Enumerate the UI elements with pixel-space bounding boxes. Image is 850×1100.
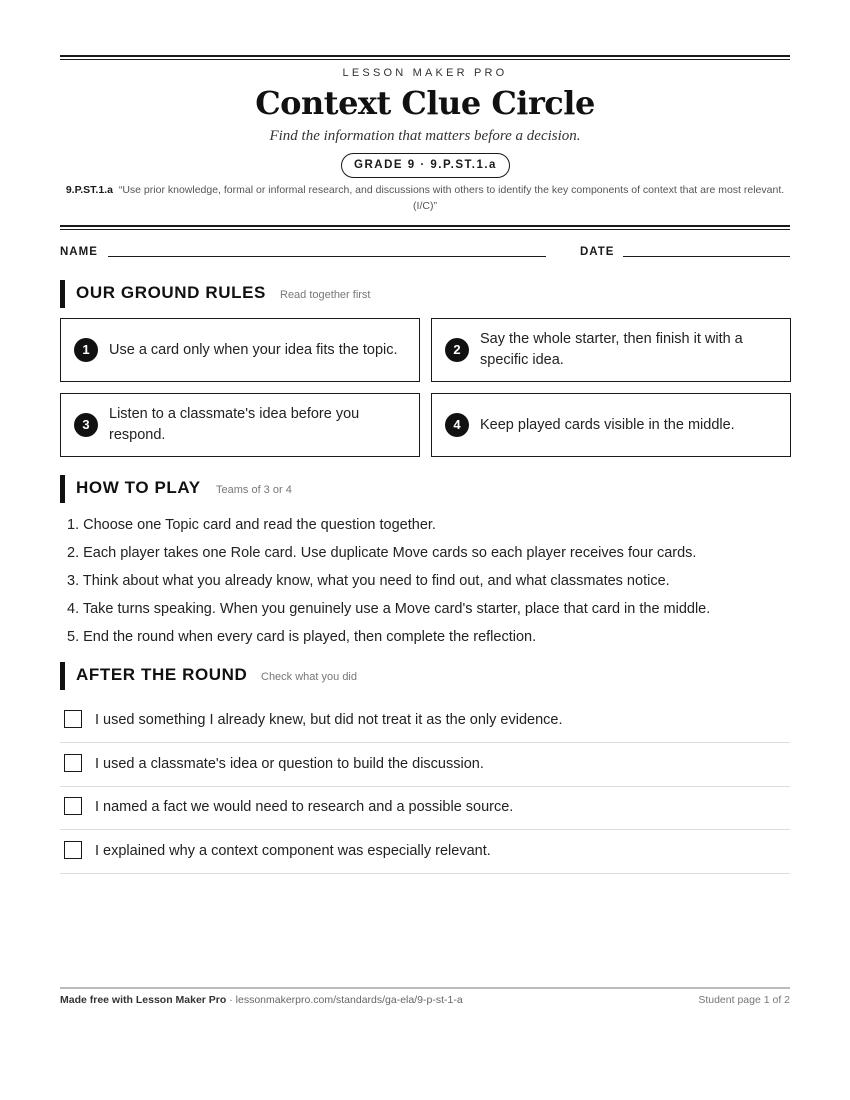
section-note: Check what you did: [261, 671, 357, 683]
checklist-item: [60, 743, 790, 787]
name-field[interactable]: [108, 256, 546, 257]
rule-number-badge: 2: [445, 338, 469, 362]
standard-code: 9.P.ST.1.a: [65, 184, 113, 196]
instruction-step: 1. Choose one Topic card and read the question together.: [67, 517, 436, 533]
ground-rule-card: [431, 318, 791, 382]
name-label: NAME: [60, 246, 98, 258]
reflection-checkbox[interactable]: [64, 797, 82, 815]
page-subtitle: Find the information that matters before a decision.: [269, 128, 581, 144]
instruction-step: 2. Each player takes one Role card. Use duplicate Move cards so each player receives four cards.: [67, 545, 697, 561]
checklist-item: [60, 786, 790, 830]
checklist-text: I named a fact we would need to research and a possible source.: [95, 799, 514, 815]
rule-text: Say the whole starter, then finish it with a specific idea.: [480, 331, 743, 368]
ground-rule-card: [60, 318, 420, 382]
reflection-checkbox[interactable]: [64, 710, 82, 728]
brand-name: LESSON MAKER PRO: [342, 67, 508, 79]
section-title: OUR GROUND RULES: [76, 283, 266, 302]
date-field[interactable]: [623, 256, 790, 257]
rule-number-badge: 4: [445, 413, 469, 437]
instruction-step: 3. Think about what you already know, what you need to find out, and what classmates notice.: [67, 573, 670, 589]
worksheet-page: [60, 0, 790, 1100]
footer-url[interactable]: · lessonmakerpro.com/standards/ga-ela/9-p-st-1-a: [226, 994, 463, 1006]
footer-divider: [60, 987, 790, 989]
top-divider: [60, 55, 790, 57]
ground-rule-card: [431, 393, 791, 457]
standard-description: [60, 182, 790, 214]
checklist-item: [60, 830, 790, 874]
reflection-checkbox[interactable]: [64, 754, 82, 772]
section-note: Read together first: [280, 289, 371, 301]
rule-text: Listen to a classmate's idea before you respond.: [109, 406, 360, 443]
section-marker: [60, 280, 65, 308]
section-title: HOW TO PLAY: [76, 478, 201, 497]
footer-brand: Made free with Lesson Maker Pro: [60, 994, 227, 1006]
instruction-step: 4. Take turns speaking. When you genuinely use a Move card's starter, place that card in the middle.: [67, 601, 711, 617]
rule-number-badge: 1: [74, 338, 98, 362]
page-title: Context Clue Circle: [255, 84, 595, 122]
section-note: Teams of 3 or 4: [216, 484, 292, 496]
footer-credit: [60, 994, 463, 1006]
rule-number-badge: 3: [74, 413, 98, 437]
page-number: Student page 1 of 2: [698, 994, 790, 1006]
reflection-checkbox[interactable]: [64, 841, 82, 859]
checklist-item: [60, 699, 790, 743]
rule-text: Keep played cards visible in the middle.: [480, 416, 735, 433]
section-marker: [60, 662, 65, 690]
checklist-text: I used a classmate's idea or question to build the discussion.: [95, 756, 484, 772]
ground-rule-card: [60, 393, 420, 457]
checklist-text: I explained why a context component was especially relevant.: [95, 843, 491, 859]
checklist-text: I used something I already knew, but did not treat it as the only evidence.: [95, 712, 563, 728]
date-label: DATE: [580, 246, 615, 258]
header-divider: [60, 225, 790, 227]
grade-badge: GRADE 9 · 9.P.ST.1.a: [341, 153, 510, 178]
section-title: AFTER THE ROUND: [76, 665, 248, 684]
instruction-step: 5. End the round when every card is played, then complete the reflection.: [67, 629, 537, 645]
rule-text: Use a card only when your idea fits the topic.: [109, 341, 398, 358]
standard-text: “Use prior knowledge, formal or informal research, and discussions with others to identify the key components of context that are most relevant. (I/C)”: [118, 184, 785, 212]
section-marker: [60, 475, 65, 503]
instruction-list: [67, 511, 790, 651]
